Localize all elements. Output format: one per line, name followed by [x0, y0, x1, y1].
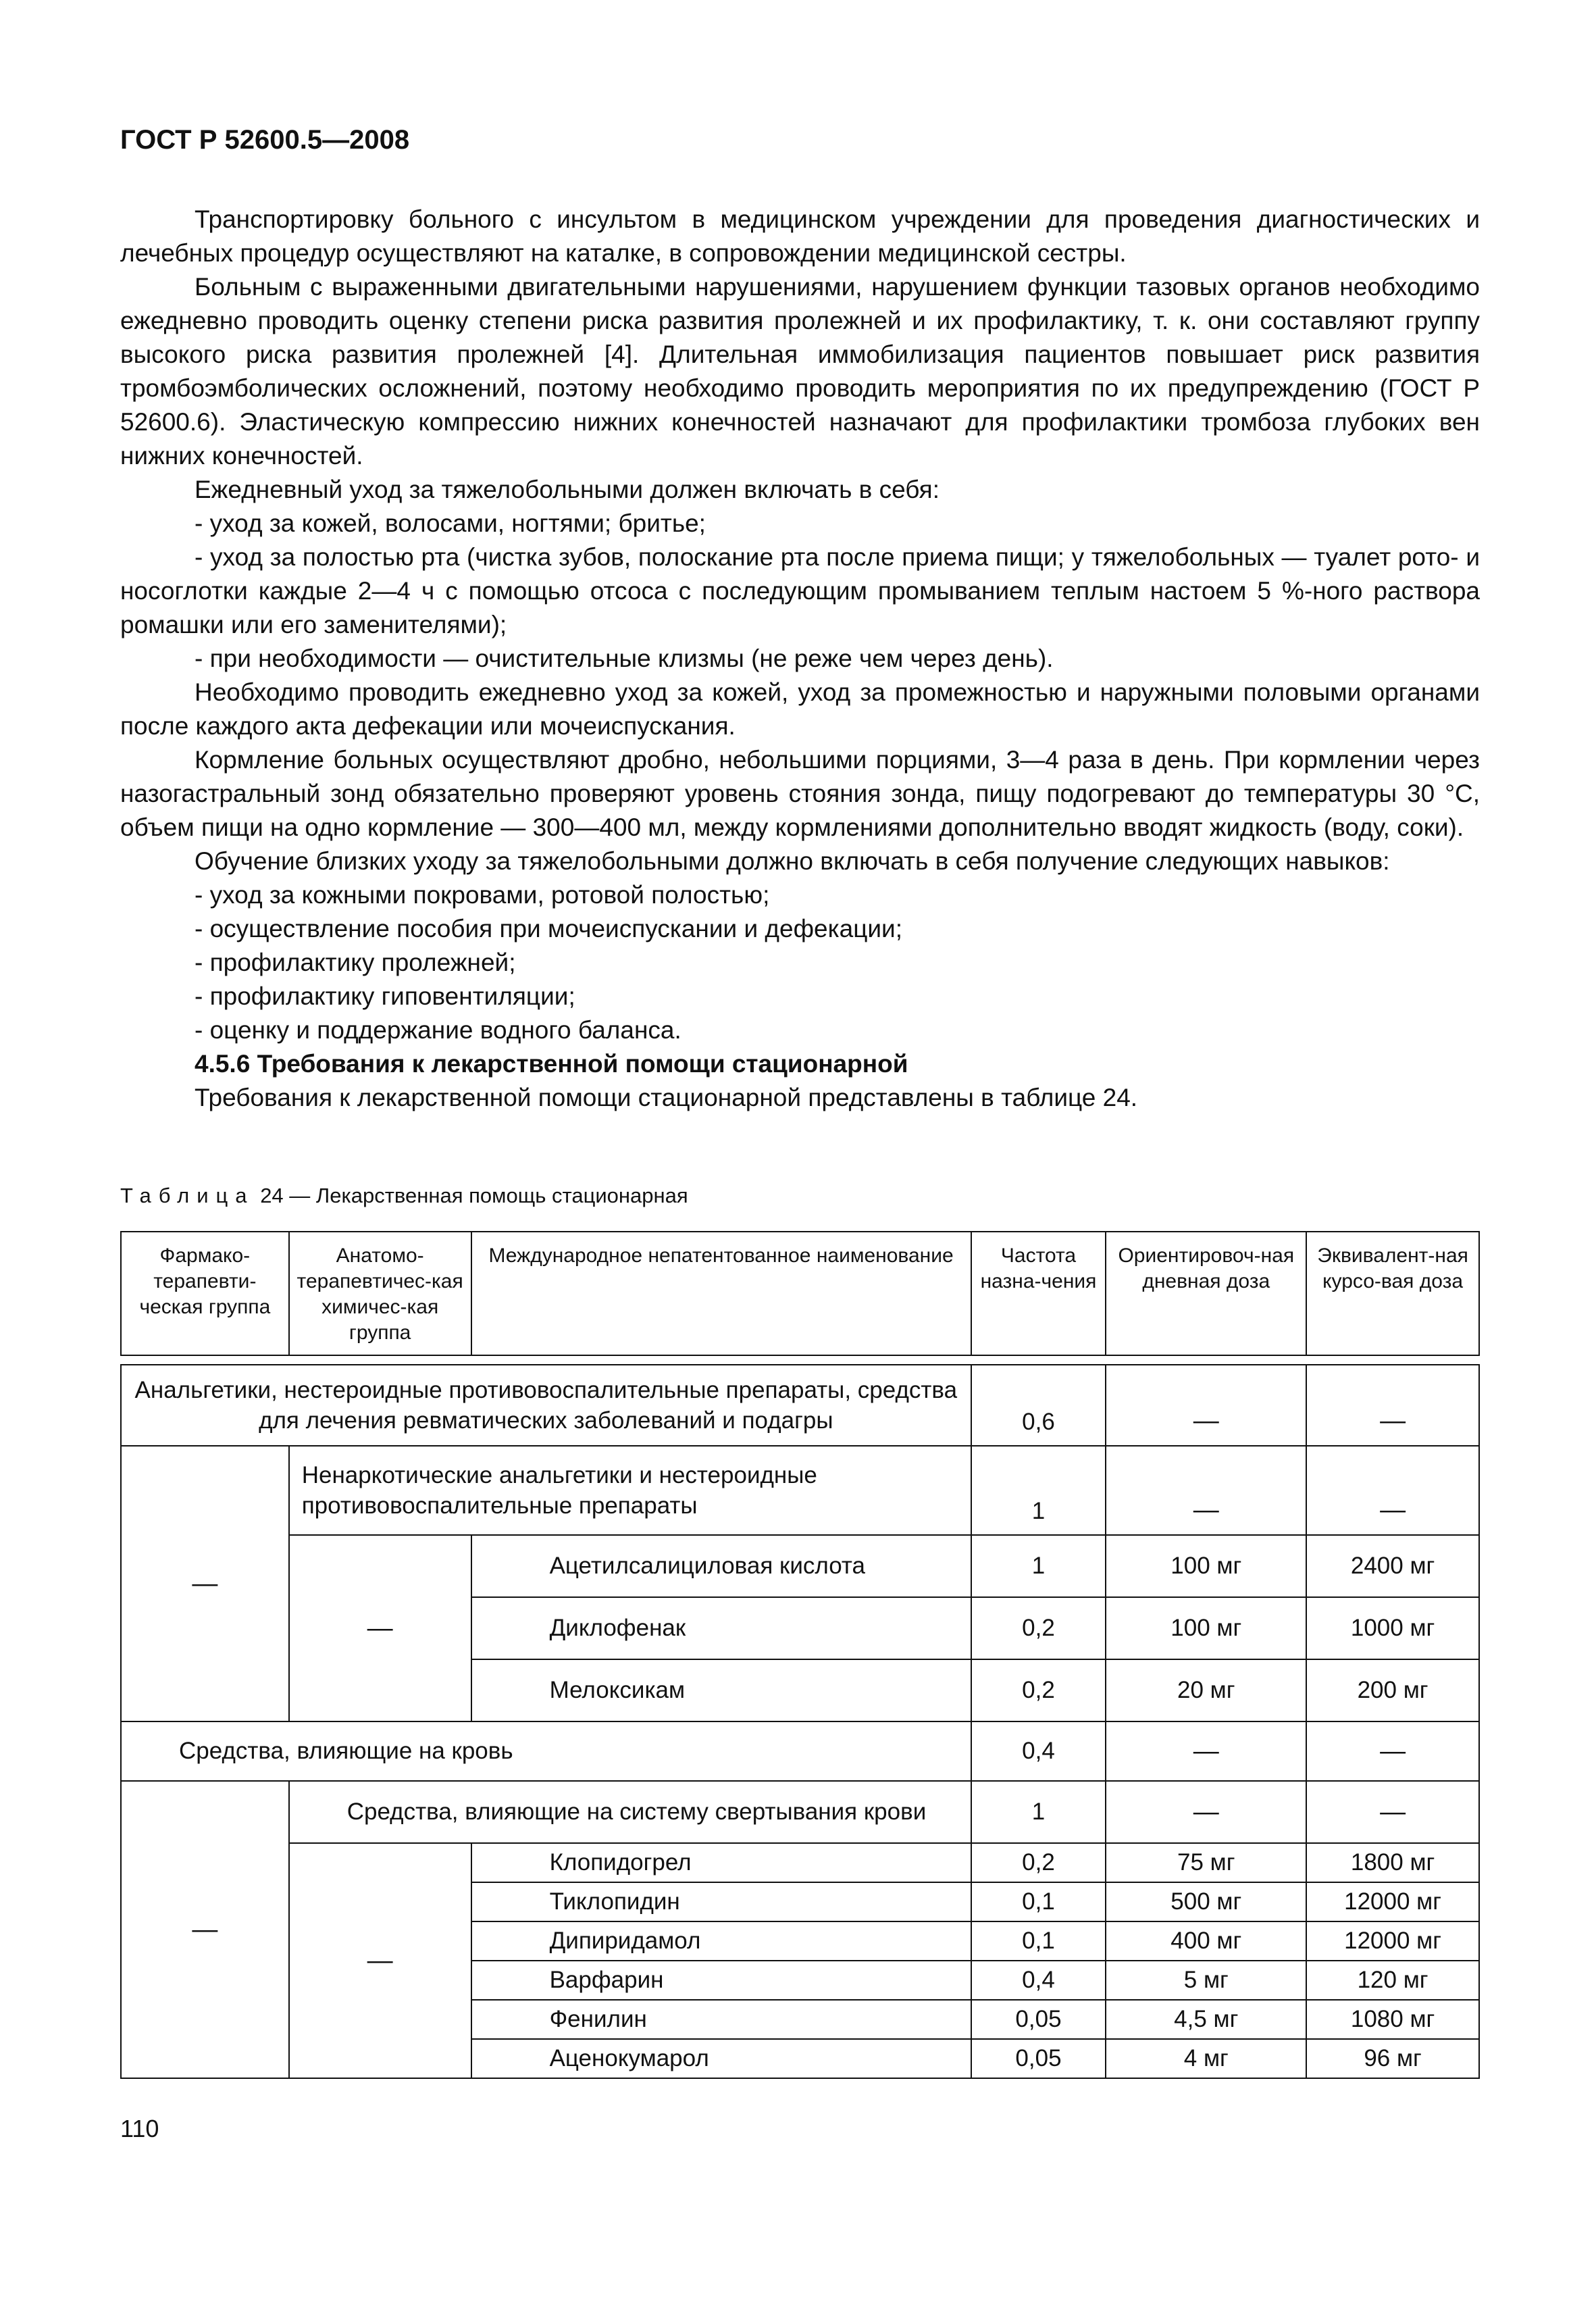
- freq-cell: 0,2: [971, 1597, 1106, 1659]
- dash-cell: —: [1306, 1446, 1479, 1535]
- table-row: [121, 1843, 1479, 1882]
- drug-name: Варфарин: [471, 1961, 971, 2000]
- dash-cell: —: [1306, 1365, 1479, 1446]
- freq-cell: 0,1: [971, 1921, 1106, 1961]
- dash-cell: —: [1306, 1781, 1479, 1843]
- paragraph: Больным с выраженными двигательными нарушениями, нарушением функции тазовых органов необходимо ежедневно проводить оценку степени риска развития пролежней и их профилактику, т. к. они составляют группу высокого риска развития пролежней [4]. Длительная иммобилизация пациентов повышает риск развития тромбоэмболических осложнений, поэтому необходимо проводить мероприятия по их предупреждению (ГОСТ Р 52600.6). Эластическую компрессию нижних конечностей назначают для профилактики тромбоза глубоких вен нижних конечностей.: [120, 273, 1480, 470]
- col-header: Фармако-терапевти-ческая группа: [121, 1232, 289, 1355]
- group-name: Анальгетики, нестероидные противовоспалительные препараты, средства для лечения ревматических заболеваний и подагры: [121, 1365, 971, 1446]
- course-dose-cell: 120 мг: [1306, 1961, 1479, 2000]
- daily-dose-cell: 400 мг: [1106, 1921, 1306, 1961]
- daily-dose-cell: 4 мг: [1106, 2039, 1306, 2078]
- freq-cell: 1: [971, 1446, 1106, 1535]
- freq-cell: 0,4: [971, 1721, 1106, 1781]
- col-header: Эквивалент-ная курсо-вая доза: [1306, 1232, 1479, 1355]
- drug-name: Мелоксикам: [471, 1659, 971, 1721]
- daily-dose-cell: 100 мг: [1106, 1597, 1306, 1659]
- subgroup-name: Средства, влияющие на систему свертывания крови: [289, 1781, 971, 1843]
- drug-name: Фенилин: [471, 2000, 971, 2039]
- freq-cell: 1: [971, 1535, 1106, 1597]
- daily-dose-cell: 100 мг: [1106, 1535, 1306, 1597]
- list-item: - осуществление пособия при мочеиспускании и дефекации;: [195, 915, 902, 942]
- list-item: - профилактику пролежней;: [195, 949, 516, 976]
- drug-name: Ацетилсалициловая кислота: [471, 1535, 971, 1597]
- body-text: [120, 203, 1480, 1115]
- dash-cell: —: [121, 1781, 289, 2078]
- list-item: - уход за полостью рта (чистка зубов, полоскание рта после приема пищи; у тяжелобольных — туалет рото- и носоглотки каждые 2—4 ч с помощью отсоса с последующим промыванием теплым настоем 5 %-ного раствора ромашки или его заменителями);: [120, 543, 1480, 638]
- course-dose-cell: 1000 мг: [1306, 1597, 1479, 1659]
- freq-cell: 0,05: [971, 2000, 1106, 2039]
- daily-dose-cell: 4,5 мг: [1106, 2000, 1306, 2039]
- drug-name: Диклофенак: [471, 1597, 971, 1659]
- table-row: [121, 1365, 1479, 1446]
- list-item: - оценку и поддержание водного баланса.: [195, 1016, 681, 1044]
- dash-cell: —: [1106, 1365, 1306, 1446]
- freq-cell: 0,6: [971, 1365, 1106, 1446]
- dash-cell: —: [1106, 1781, 1306, 1843]
- freq-cell: 0,2: [971, 1659, 1106, 1721]
- col-header: Частота назна-чения: [971, 1232, 1106, 1355]
- table-caption: [120, 1184, 688, 1208]
- course-dose-cell: 12000 мг: [1306, 1882, 1479, 1921]
- table-row: [121, 1535, 1479, 1597]
- document-header: ГОСТ Р 52600.5—2008: [120, 125, 410, 155]
- list-item: - уход за кожей, волосами, ногтями; бритье;: [195, 509, 706, 537]
- table-row: [121, 1721, 1479, 1781]
- drug-name: Тиклопидин: [471, 1882, 971, 1921]
- table-header-row: [121, 1232, 1479, 1355]
- drug-table: [120, 1231, 1480, 2079]
- paragraph: Транспортировку больного с инсультом в медицинском учреждении для проведения диагностических и лечебных процедур осуществляют на каталке, в сопровождении медицинской сестры.: [120, 205, 1480, 267]
- course-dose-cell: 1080 мг: [1306, 2000, 1479, 2039]
- paragraph: Необходимо проводить ежедневно уход за кожей, уход за промежностью и наружными половыми органами после каждого акта дефекации или мочеиспускания.: [120, 678, 1480, 740]
- header-separator: [121, 1355, 1479, 1365]
- col-header: Анатомо-терапевтичес-кая химичес-кая группа: [289, 1232, 471, 1355]
- freq-cell: 0,4: [971, 1961, 1106, 2000]
- daily-dose-cell: 5 мг: [1106, 1961, 1306, 2000]
- paragraph: Требования к лекарственной помощи стационарной представлены в таблице 24.: [195, 1084, 1138, 1111]
- subgroup-name: Ненаркотические анальгетики и нестероидные противовоспалительные препараты: [289, 1446, 971, 1535]
- page-number: 110: [120, 2115, 159, 2142]
- daily-dose-cell: 20 мг: [1106, 1659, 1306, 1721]
- dash-cell: —: [1306, 1721, 1479, 1781]
- daily-dose-cell: 75 мг: [1106, 1843, 1306, 1882]
- list-item: - при необходимости — очистительные клизмы (не реже чем через день).: [195, 645, 1054, 672]
- dash-cell: —: [121, 1446, 289, 1721]
- dash-cell: —: [289, 1535, 471, 1721]
- table-row: [121, 1446, 1479, 1535]
- drug-name: Аценокумарол: [471, 2039, 971, 2078]
- paragraph: Ежедневный уход за тяжелобольными должен включать в себя:: [195, 476, 939, 503]
- section-heading: 4.5.6 Требования к лекарственной помощи стационарной: [195, 1050, 908, 1078]
- dash-cell: —: [1106, 1446, 1306, 1535]
- group-name: Средства, влияющие на кровь: [121, 1721, 971, 1781]
- course-dose-cell: 1800 мг: [1306, 1843, 1479, 1882]
- course-dose-cell: 200 мг: [1306, 1659, 1479, 1721]
- course-dose-cell: 12000 мг: [1306, 1921, 1479, 1961]
- paragraph: Обучение близких уходу за тяжелобольными должно включать в себя получение следующих навыков:: [195, 847, 1390, 875]
- table-caption-title: 24 — Лекарственная помощь стационарная: [260, 1184, 688, 1207]
- list-item: - профилактику гиповентиляции;: [195, 982, 575, 1010]
- col-header: Международное непатентованное наименование: [471, 1232, 971, 1355]
- list-item: - уход за кожными покровами, ротовой полостью;: [195, 881, 770, 909]
- freq-cell: 0,05: [971, 2039, 1106, 2078]
- col-header: Ориентировоч-ная дневная доза: [1106, 1232, 1306, 1355]
- course-dose-cell: 96 мг: [1306, 2039, 1479, 2078]
- freq-cell: 1: [971, 1781, 1106, 1843]
- drug-name: Дипиридамол: [471, 1921, 971, 1961]
- table-caption-word: Таблица: [120, 1184, 255, 1207]
- freq-cell: 0,1: [971, 1882, 1106, 1921]
- daily-dose-cell: 500 мг: [1106, 1882, 1306, 1921]
- drug-name: Клопидогрел: [471, 1843, 971, 1882]
- table-row: [121, 1781, 1479, 1843]
- course-dose-cell: 2400 мг: [1306, 1535, 1479, 1597]
- dash-cell: —: [1106, 1721, 1306, 1781]
- dash-cell: —: [289, 1843, 471, 2078]
- freq-cell: 0,2: [971, 1843, 1106, 1882]
- paragraph: Кормление больных осуществляют дробно, небольшими порциями, 3—4 раза в день. При кормлении через назогастральный зонд обязательно проверяют уровень стояния зонда, пищу подогревают до температуры 30 °С, объем пищи на одно кормление — 300—400 мл, между кормлениями дополнительно вводят жидкость (воду, соки).: [120, 746, 1480, 841]
